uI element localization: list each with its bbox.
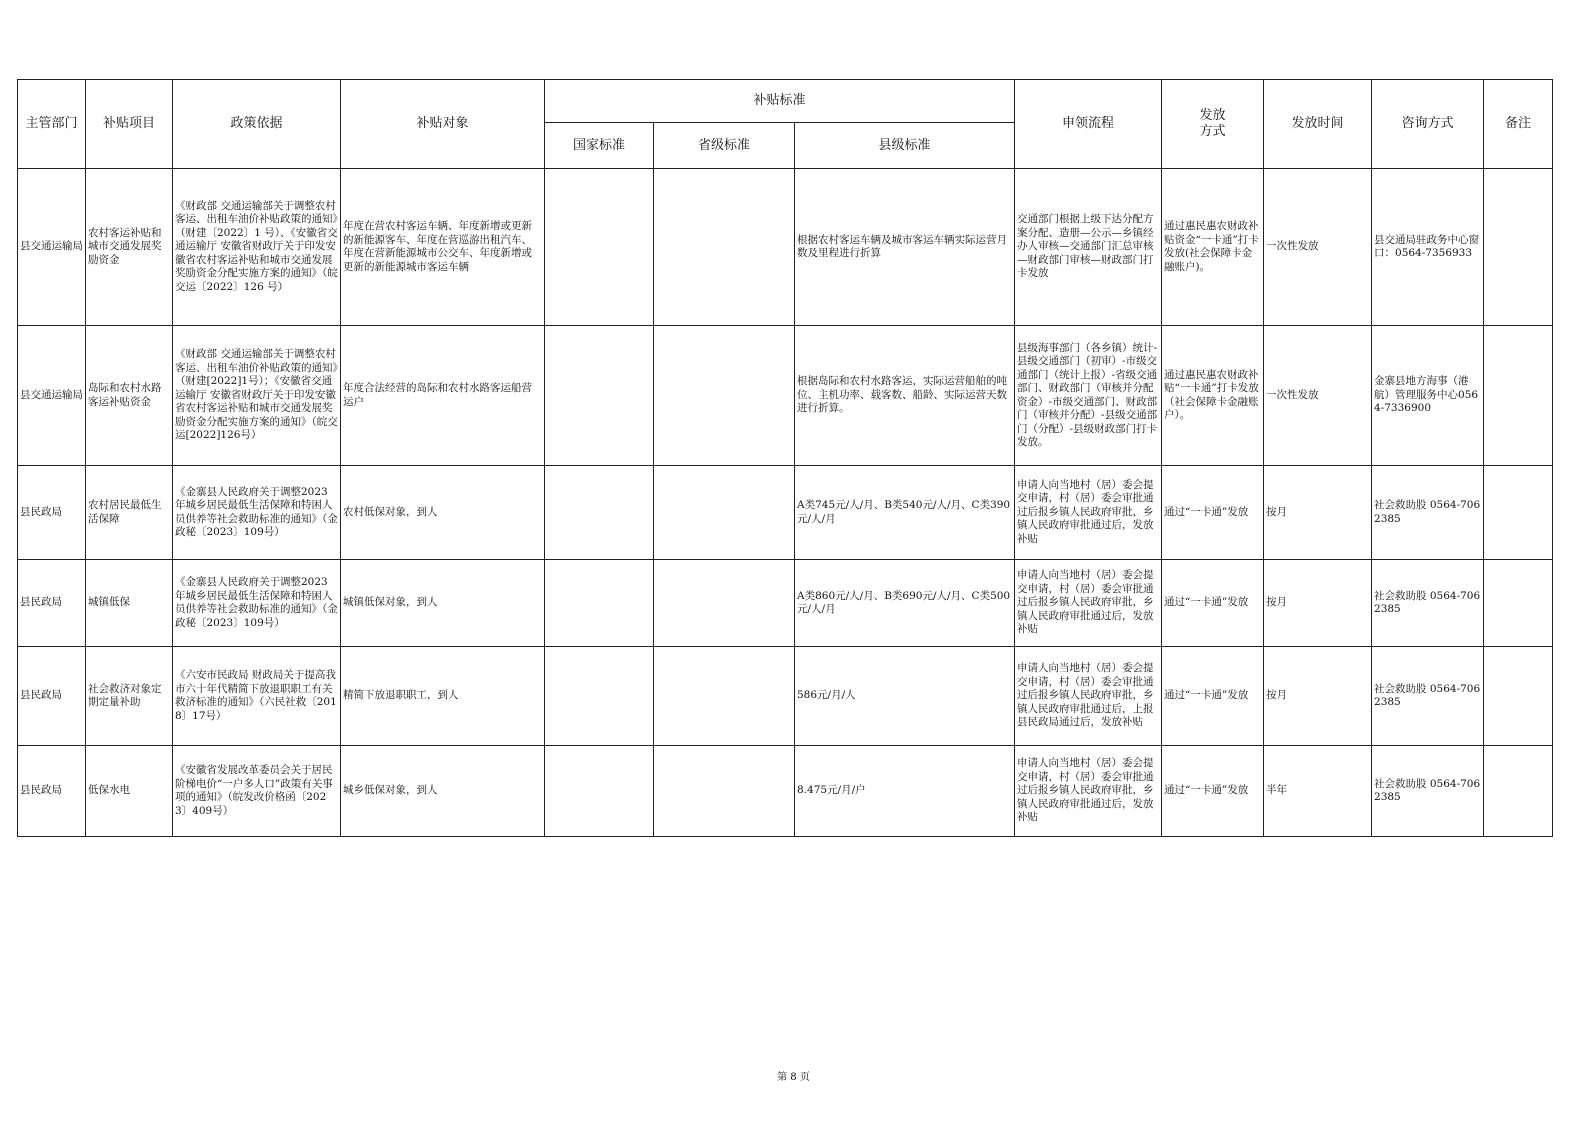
cell-national — [545, 169, 654, 326]
cell-provincial — [654, 326, 795, 466]
cell-remark — [1484, 466, 1553, 560]
cell-contact: 金寨县地方海事（港航）管理服务中心0564-7336900 — [1372, 326, 1484, 466]
cell-process: 申请人向当地村（居）委会提交申请，村（居）委会审批通过后报乡镇人民政府审批，乡镇人民政府审批通过后，发放补贴 — [1015, 466, 1162, 560]
cell-basis: 《金寨县人民政府关于调整2023年城乡居民最低生活保障和特困人员供养等社会救助标准的通知》（金政秘〔2023〕109号） — [173, 466, 341, 560]
cell-item: 农村居民最低生活保障 — [86, 466, 173, 560]
cell-county: 根据岛际和农村水路客运，实际运营船舶的吨位、主机功率、载客数、船龄、实际运营天数进行折算。 — [795, 326, 1015, 466]
cell-county: A类860元/人/月、B类690元/人/月、C类500元/人/月 — [795, 560, 1015, 647]
header-target: 补贴对象 — [341, 80, 545, 169]
cell-dept: 县民政局 — [18, 466, 86, 560]
cell-provincial — [654, 560, 795, 647]
cell-contact: 社会救助股 0564-7062385 — [1372, 560, 1484, 647]
cell-remark — [1484, 169, 1553, 326]
table-row — [18, 746, 1553, 837]
cell-basis: 《金寨县人民政府关于调整2023年城乡居民最低生活保障和特困人员供养等社会救助标准的通知》（金政秘〔2023〕109号） — [173, 560, 341, 647]
cell-national — [545, 647, 654, 746]
cell-provincial — [654, 169, 795, 326]
cell-remark — [1484, 326, 1553, 466]
cell-contact: 社会救助股 0564-7062385 — [1372, 647, 1484, 746]
header-dept: 主管部门 — [18, 80, 86, 169]
header-county: 县级标准 — [795, 123, 1015, 169]
cell-target: 城镇低保对象，到人 — [341, 560, 545, 647]
cell-basis: 《六安市民政局 财政局关于提高我市六十年代精简下放退职职工有关救济标准的通知》（六民社救〔2018〕17号） — [173, 647, 341, 746]
header-time: 发放时间 — [1264, 80, 1372, 169]
cell-dept: 县民政局 — [18, 746, 86, 837]
header-basis: 政策依据 — [173, 80, 341, 169]
cell-process: 申请人向当地村（居）委会提交申请，村（居）委会审批通过后报乡镇人民政府审批，乡镇人民政府审批通过后，发放补贴 — [1015, 746, 1162, 837]
subsidy-table — [17, 79, 1553, 837]
cell-provincial — [654, 746, 795, 837]
cell-national — [545, 746, 654, 837]
cell-basis: 《财政部 交通运输部关于调整农村客运、出租车油价补贴政策的通知》（财建〔2022〕1 号）、《安徽省交通运输厅 安徽省财政厅关于印发安徽省农村客运补贴和城市交通发展奖励资金分配实施方案的通知》（皖交运〔2022〕126 号） — [173, 169, 341, 326]
cell-county: 根据农村客运车辆及城市客运车辆实际运营月数及里程进行折算 — [795, 169, 1015, 326]
cell-method: 通过惠民惠农财政补贴资金“一卡通”打卡发放(社会保障卡金融账户)。 — [1162, 169, 1264, 326]
cell-target: 年度在营农村客运车辆、年度新增或更新的新能源客车、年度在营巡游出租汽车、年度在营新能源城市公交车、年度新增或更新的新能源城市客运车辆 — [341, 169, 545, 326]
cell-dept: 县交通运输局 — [18, 169, 86, 326]
cell-remark — [1484, 560, 1553, 647]
table-row — [18, 326, 1553, 466]
cell-method: 通过惠民惠农财政补贴“一卡通”打卡发放（社会保障卡金融账户）。 — [1162, 326, 1264, 466]
cell-process: 申请人向当地村（居）委会提交申请，村（居）委会审批通过后报乡镇人民政府审批，乡镇人民政府审批通过后，发放补贴 — [1015, 560, 1162, 647]
cell-item: 低保水电 — [86, 746, 173, 837]
cell-provincial — [654, 647, 795, 746]
cell-county: 8.475元/月/户 — [795, 746, 1015, 837]
header-provincial: 省级标准 — [654, 123, 795, 169]
header-process: 申领流程 — [1015, 80, 1162, 169]
cell-remark — [1484, 647, 1553, 746]
cell-national — [545, 326, 654, 466]
cell-method: 通过“一卡通”发放 — [1162, 466, 1264, 560]
cell-method: 通过“一卡通”发放 — [1162, 647, 1264, 746]
cell-target: 城乡低保对象，到人 — [341, 746, 545, 837]
cell-process: 交通部门根据上级下达分配方案分配、造册—公示—乡镇经办人审核—交通部门汇总审核—财政部门审核—财政部门打卡发放 — [1015, 169, 1162, 326]
cell-method: 通过“一卡通”发放 — [1162, 560, 1264, 647]
cell-process: 县级海事部门（各乡镇）统计-县级交通部门（初审）-市级交通部门（统计上报）-省级交通部门、财政部门（审核并分配资金）-市级交通部门、财政部门（审核并分配）-县级交通部门（分配）-县级财政部门打卡发放。 — [1015, 326, 1162, 466]
cell-contact: 社会救助股 0564-7062385 — [1372, 746, 1484, 837]
cell-item: 社会救济对象定期定量补助 — [86, 647, 173, 746]
cell-basis: 《安徽省发展改革委员会关于居民阶梯电价“一户多人口”政策有关事项的通知》（皖发改价格函〔2023〕409号） — [173, 746, 341, 837]
cell-target: 精简下放退职职工，到人 — [341, 647, 545, 746]
cell-method: 通过“一卡通”发放 — [1162, 746, 1264, 837]
cell-time: 按月 — [1264, 560, 1372, 647]
cell-basis: 《财政部 交通运输部关于调整农村客运、出租车油价补贴政策的通知》（财建[2022]1号）；《安徽省交通运输厅 安徽省财政厅关于印发安徽省农村客运补贴和城市交通发展奖励资金分配实施方案的通知》（皖交运[2022]126号） — [173, 326, 341, 466]
cell-target: 年度合法经营的岛际和农村水路客运船营运户 — [341, 326, 545, 466]
cell-time: 半年 — [1264, 746, 1372, 837]
cell-target: 农村低保对象，到人 — [341, 466, 545, 560]
cell-item: 岛际和农村水路客运补贴资金 — [86, 326, 173, 466]
cell-contact: 社会救助股 0564-7062385 — [1372, 466, 1484, 560]
header-remark: 备注 — [1484, 80, 1553, 169]
cell-item: 城镇低保 — [86, 560, 173, 647]
cell-remark — [1484, 746, 1553, 837]
cell-item: 农村客运补贴和城市交通发展奖励资金 — [86, 169, 173, 326]
cell-time: 一次性发放 — [1264, 326, 1372, 466]
header-contact: 咨询方式 — [1372, 80, 1484, 169]
cell-process: 申请人向当地村（居）委会提交申请，村（居）委会审批通过后报乡镇人民政府审批，乡镇人民政府审批通过后，上报县民政局通过后，发放补贴 — [1015, 647, 1162, 746]
table-row — [18, 466, 1553, 560]
table-row — [18, 560, 1553, 647]
cell-time: 按月 — [1264, 466, 1372, 560]
header-national: 国家标准 — [545, 123, 654, 169]
cell-dept: 县民政局 — [18, 560, 86, 647]
header-method: 发放 方式 — [1162, 80, 1264, 169]
cell-national — [545, 466, 654, 560]
cell-dept: 县交通运输局 — [18, 326, 86, 466]
table-row — [18, 647, 1553, 746]
cell-time: 按月 — [1264, 647, 1372, 746]
header-item: 补贴项目 — [86, 80, 173, 169]
cell-time: 一次性发放 — [1264, 169, 1372, 326]
table-row — [18, 169, 1553, 326]
cell-national — [545, 560, 654, 647]
cell-dept: 县民政局 — [18, 647, 86, 746]
header-standard: 补贴标准 — [545, 80, 1015, 123]
cell-county: 586元/月/人 — [795, 647, 1015, 746]
page-number: 第 8 页 — [777, 1072, 810, 1083]
cell-provincial — [654, 466, 795, 560]
cell-county: A类745元/人/月、B类540元/人/月、C类390元/人/月 — [795, 466, 1015, 560]
cell-contact: 县交通局驻政务中心窗口：0564-7356933 — [1372, 169, 1484, 326]
